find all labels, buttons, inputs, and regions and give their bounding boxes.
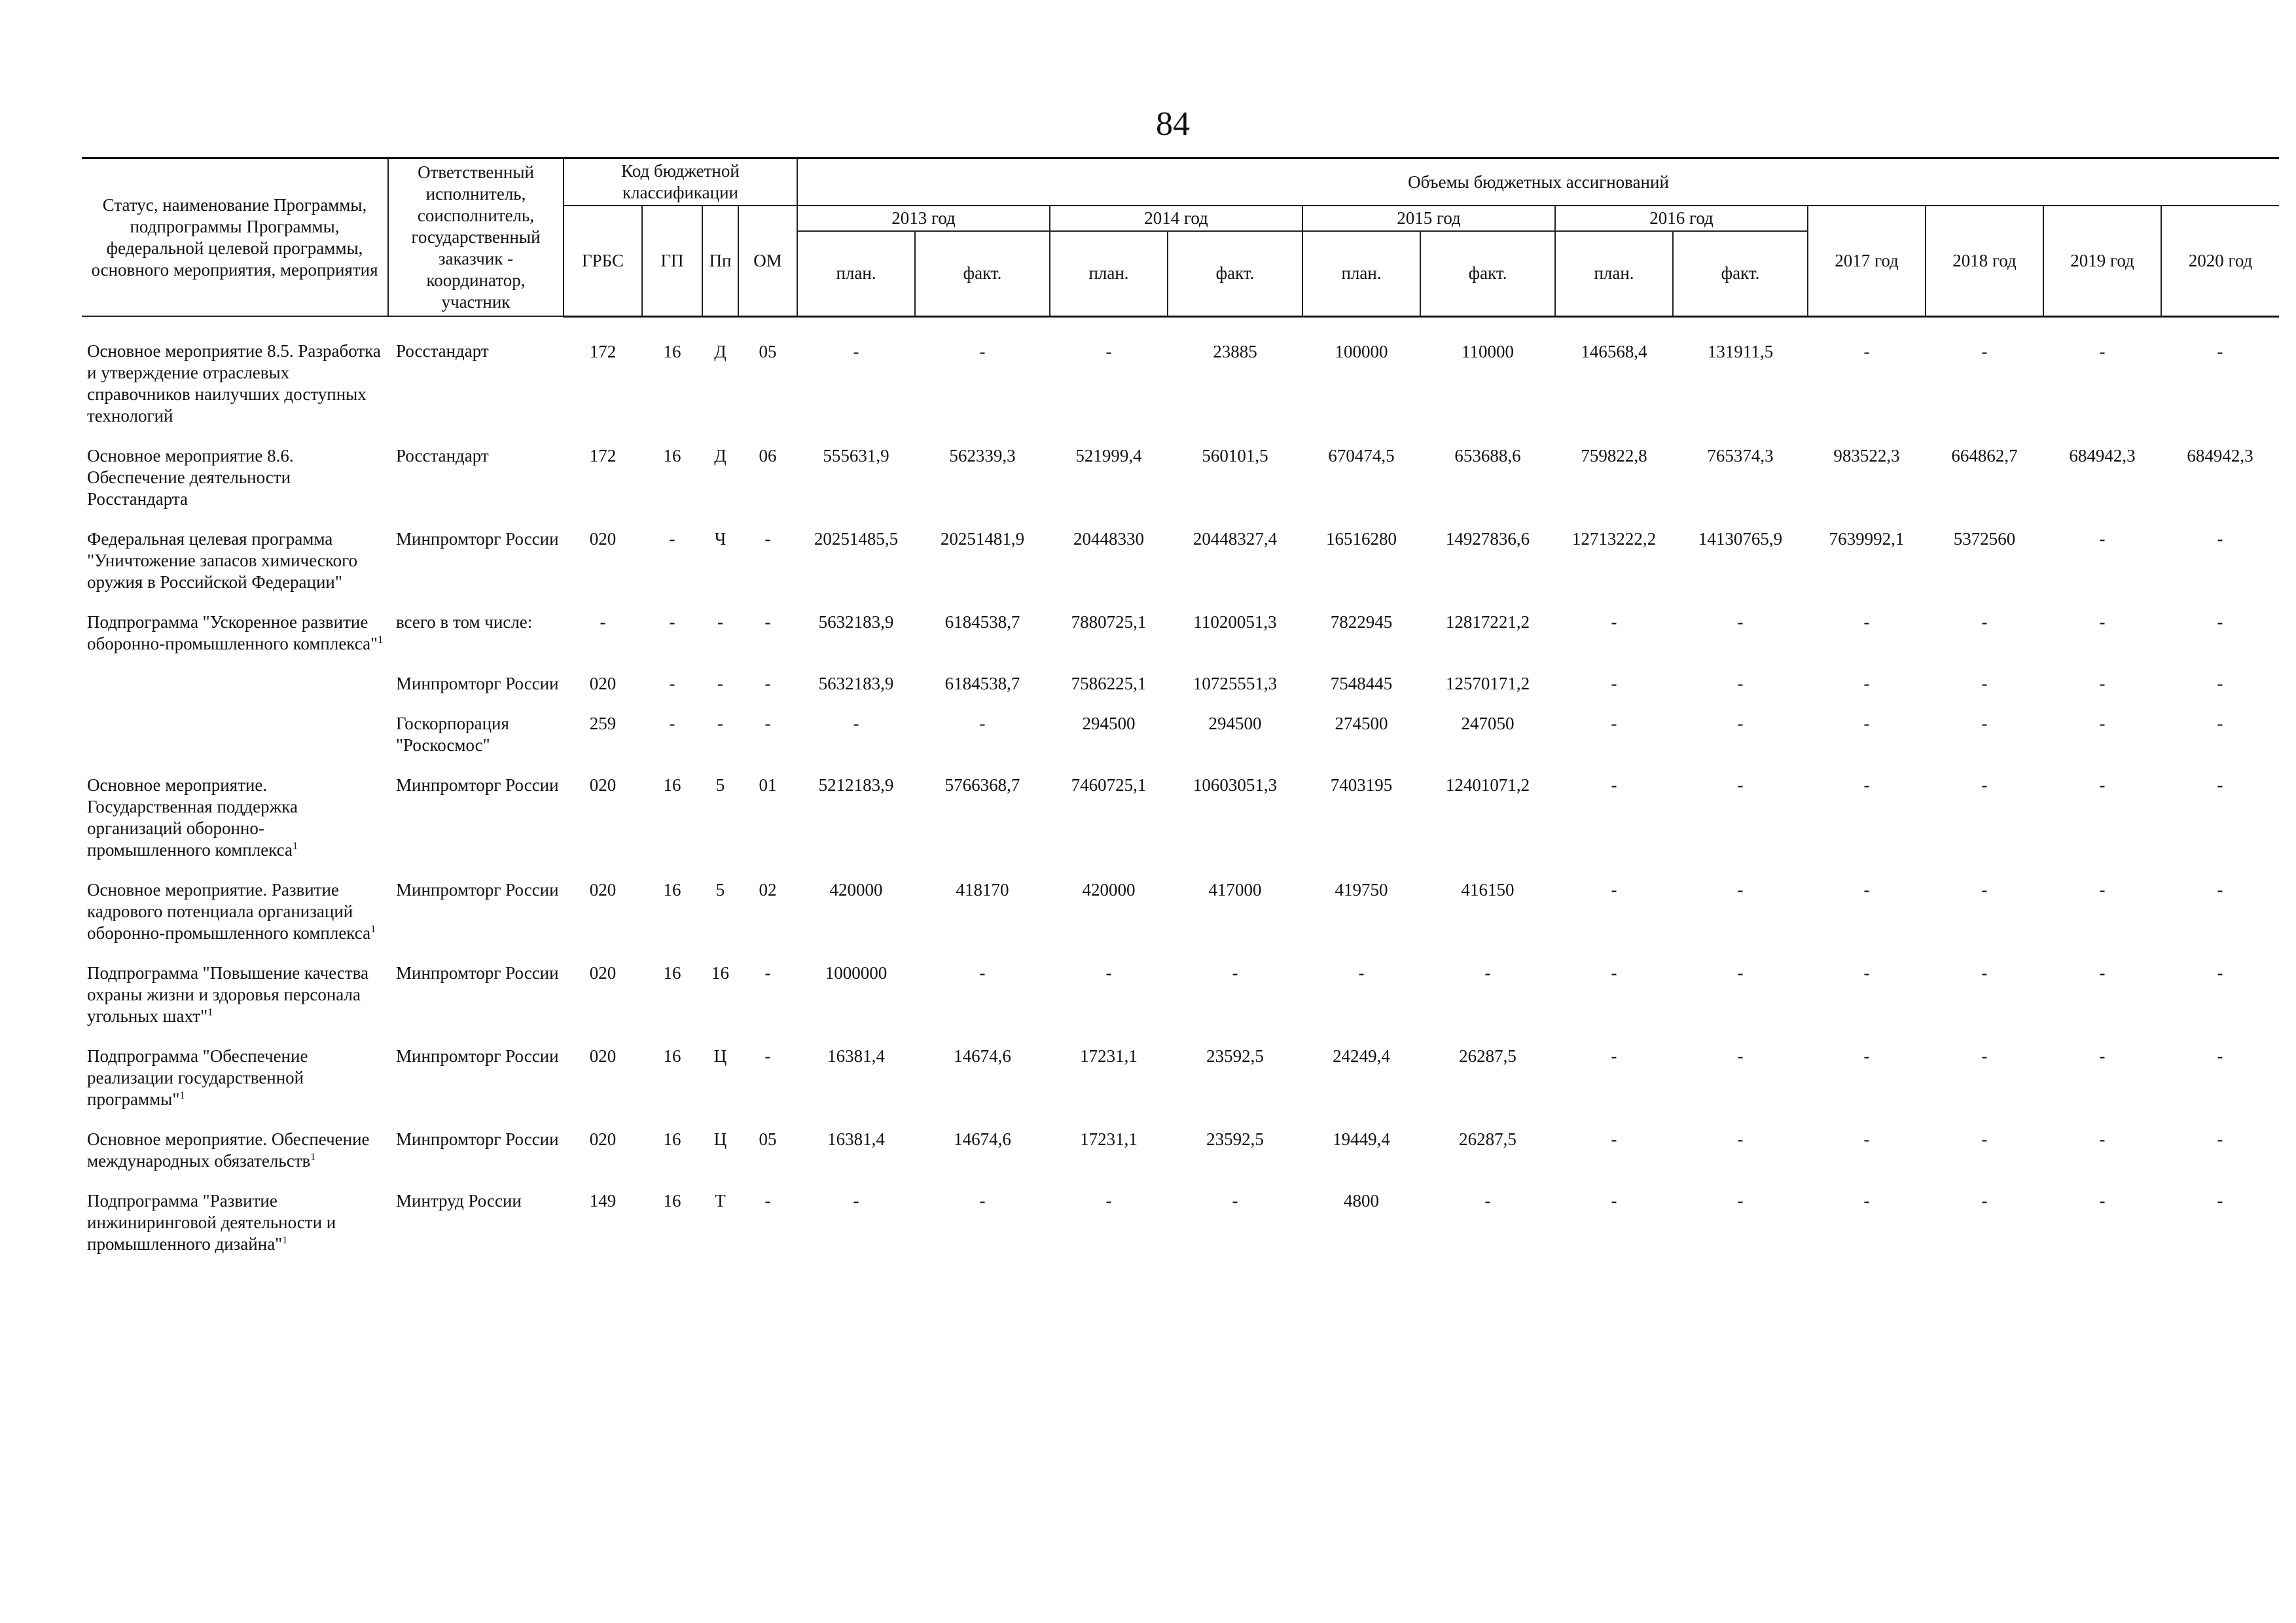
row-value: 100000 [1335,341,1388,361]
row-value: - [1611,963,1617,983]
row-value: - [853,341,859,361]
row-name: Основное мероприятие 8.5. Разработка и утверждение отраслевых справочников наилучших доступных технологий [87,341,381,426]
footnote-mark: 1 [370,924,376,935]
row-value: - [1981,775,1988,795]
header-name: Статус, наименование Программы, подпрограммы Программы, федеральной целевой программы, основного мероприятия, мероприятия [82,158,388,317]
row-responsible: Госкорпорация "Роскосмос" [396,714,509,755]
table-row [82,611,2279,673]
row-value: - [1863,612,1870,632]
row-value: - [1105,963,1112,983]
header-fact-2015: факт. [1420,231,1555,316]
row-value: - [1863,341,1870,361]
row-value: - [2217,674,2223,693]
row-code-grbs: 020 [589,674,617,693]
row-value: - [1981,714,1988,733]
row-value: 20251485,5 [814,529,899,549]
row-name [82,713,388,775]
table-row [82,445,2279,528]
row-code-pp: - [717,714,723,733]
row-value: - [1737,1191,1744,1211]
row-responsible: Минпромторг России [396,775,559,795]
header-pp: Пп [702,206,738,316]
row-code-gp: 16 [663,446,681,465]
row-value: 4800 [1344,1191,1379,1211]
row-code-grbs: 172 [589,341,617,361]
row-value: 17231,1 [1080,1129,1138,1149]
row-code-om: - [764,529,771,549]
row-value: 12401071,2 [1445,775,1530,795]
row-code-om: 01 [759,775,777,795]
row-value: 16516280 [1326,529,1397,549]
table-row [82,1129,2279,1190]
footnote-mark: 1 [207,1007,213,1018]
header-year-2017: 2017 год [1808,206,1926,316]
row-value: - [1737,880,1744,900]
footnote-mark: 1 [282,1235,288,1246]
table-row [82,713,2279,775]
row-value: 146568,4 [1581,341,1647,361]
row-value: - [979,963,986,983]
row-value: 5632183,9 [818,674,894,693]
row-value: 12570171,2 [1445,674,1530,693]
row-name: Федеральная целевая программа "Уничтожение запасов химического оружия в Российской Федерации" [87,529,357,592]
row-value: 420000 [829,880,883,900]
footnote-mark: 1 [310,1152,316,1163]
row-value: 19449,4 [1333,1129,1390,1149]
row-value: - [2217,1191,2223,1211]
row-value: 6184538,7 [944,674,1020,693]
row-responsible: Минпромторг России [396,674,559,693]
row-code-grbs: 020 [589,880,617,900]
row-code-om: 06 [759,446,777,465]
row-name: Основное мероприятие. Обеспечение международных обязательств$^1$ [87,1129,370,1171]
row-value: 26287,5 [1459,1129,1516,1149]
row-value: - [1737,963,1744,983]
row-value: - [1863,714,1870,733]
header-year-2018: 2018 год [1926,206,2043,316]
row-code-om: - [764,612,771,632]
header-year-2015: 2015 год [1302,206,1555,231]
row-responsible: Минпромторг России [396,1129,559,1149]
row-value: 7822945 [1330,612,1393,632]
table-row [82,1190,2279,1273]
row-code-pp: - [717,674,723,693]
row-value: 131911,5 [1707,341,1774,361]
row-value: 20251481,9 [940,529,1025,549]
row-value: - [1358,963,1365,983]
row-code-grbs: 020 [589,775,617,795]
row-value: - [1863,1046,1870,1066]
row-responsible: Минпромторг России [396,963,559,983]
row-value: 16381,4 [827,1046,885,1066]
row-value: 17231,1 [1080,1046,1138,1066]
row-value: - [1611,674,1617,693]
row-value: 294500 [1208,714,1262,733]
row-code-gp: 16 [663,1191,681,1211]
row-code-grbs: - [600,612,606,632]
row-name: Подпрограмма "Ускоренное развитие оборонно-промышленного комплекса"$^1$ [87,612,384,653]
row-value: - [1105,341,1112,361]
row-value: - [1863,1191,1870,1211]
row-value: - [1981,674,1988,693]
row-name [82,673,388,713]
table-row [82,316,2279,445]
row-value: 20448327,4 [1193,529,1278,549]
header-plan-2016: план. [1555,231,1673,316]
row-value: - [2099,714,2106,733]
row-value: 420000 [1082,880,1136,900]
row-code-pp: Д [714,341,726,361]
row-code-grbs: 020 [589,529,617,549]
row-code-grbs: 172 [589,446,617,465]
header-grbs: ГРБС [564,206,642,316]
row-code-gp: 16 [663,775,681,795]
row-value: 684942,3 [2069,446,2136,465]
row-name: Подпрограмма "Повышение качества охраны жизни и здоровья персонала угольных шахт"$^1$ [87,963,369,1026]
row-name: Основное мероприятие. Государственная поддержка организаций оборонно-промышленного комплекса$^1$ [87,775,298,860]
row-code-pp: Т [715,1191,726,1211]
row-value: 14674,6 [954,1129,1011,1149]
row-value: - [2099,612,2106,632]
row-value: 759822,8 [1581,446,1647,465]
row-value: 7639992,1 [1829,529,1905,549]
row-value: 5632183,9 [818,612,894,632]
header-year-2016: 2016 год [1555,206,1808,231]
row-value: - [979,341,986,361]
row-value: 23592,5 [1206,1046,1264,1066]
row-value: - [1863,880,1870,900]
row-value: 664862,7 [1951,446,2018,465]
row-name: Подпрограмма "Обеспечение реализации государственной программы"$^1$ [87,1046,308,1109]
table-row [82,673,2279,713]
row-code-grbs: 020 [589,963,617,983]
row-code-om: - [764,1046,771,1066]
table-body [82,316,2279,1273]
row-value: - [1981,963,1988,983]
row-code-gp: - [669,674,675,693]
row-value: 14674,6 [954,1046,1011,1066]
row-value: - [853,714,859,733]
row-value: 684942,3 [2187,446,2253,465]
row-value: - [2099,674,2106,693]
row-code-pp: Ц [713,1046,727,1066]
row-responsible: Росстандарт [396,446,489,465]
budget-table [82,157,2279,1273]
row-value: 6184538,7 [944,612,1020,632]
row-code-om: 02 [759,880,777,900]
row-value: - [1863,1129,1870,1149]
row-value: - [2217,714,2223,733]
row-value: - [1737,775,1744,795]
row-value: - [2099,341,2106,361]
header-year-2019: 2019 год [2043,206,2161,316]
row-responsible: Росстандарт [396,341,489,361]
row-value: 765374,3 [1707,446,1774,465]
header-plan-2015: план. [1302,231,1420,316]
row-value: 7460725,1 [1071,775,1147,795]
row-value: 7880725,1 [1071,612,1147,632]
header-fact-2016: факт. [1673,231,1808,316]
row-value: 416150 [1461,880,1515,900]
row-code-gp: 16 [663,1129,681,1149]
row-code-grbs: 020 [589,1046,617,1066]
table-row [82,1046,2279,1129]
row-value: 16381,4 [827,1129,885,1149]
row-code-om: - [764,674,771,693]
table-row [82,879,2279,962]
row-value: 417000 [1208,880,1262,900]
header-fact-2013: факт. [915,231,1050,316]
row-value: - [1611,880,1617,900]
row-responsible: Минпромторг России [396,1046,559,1066]
row-value: 555631,9 [823,446,889,465]
table-row [82,528,2279,611]
header-year-2020: 2020 год [2161,206,2279,316]
row-value: 14927836,6 [1445,529,1530,549]
row-value: - [1611,1129,1617,1149]
row-value: - [1863,775,1870,795]
header-responsible: Ответственный исполнитель, соисполнитель, государственный заказчик - координатор, участник [388,158,564,317]
row-responsible: Минпромторг России [396,880,559,900]
row-responsible: всего в том числе: [396,612,533,632]
page-number: 84 [1156,105,1190,143]
row-code-pp: 5 [715,775,725,795]
row-value: 5766368,7 [944,775,1020,795]
row-value: - [1981,612,1988,632]
row-name: Подпрограмма "Развитие инжиниринговой деятельности и промышленного дизайна"$^1$ [87,1191,336,1254]
row-code-gp: 16 [663,963,681,983]
row-value: 7403195 [1330,775,1393,795]
row-code-grbs: 259 [589,714,617,733]
row-value: - [2099,963,2106,983]
row-value: 521999,4 [1075,446,1142,465]
row-value: - [2099,775,2106,795]
row-value: 294500 [1082,714,1136,733]
row-value: - [2099,1129,2106,1149]
row-value: 7586225,1 [1071,674,1147,693]
row-code-grbs: 149 [589,1191,617,1211]
row-code-gp: 16 [663,880,681,900]
row-code-pp: 16 [711,963,729,983]
row-value: 983522,3 [1833,446,1900,465]
row-value: - [1737,1129,1744,1149]
row-value: 20448330 [1073,529,1144,549]
row-value: - [2217,529,2223,549]
row-value: - [1484,963,1491,983]
footnote-mark: 1 [292,841,298,852]
row-value: 23885 [1213,341,1257,361]
row-value: - [1611,775,1617,795]
row-responsible: Минтруд России [396,1191,522,1211]
row-value: 10603051,3 [1193,775,1278,795]
row-value: 14130765,9 [1698,529,1783,549]
row-value: 12817221,2 [1445,612,1530,632]
table-row [82,962,2279,1046]
row-value: 12713222,2 [1571,529,1657,549]
header-year-2014: 2014 год [1050,206,1302,231]
row-value: 562339,3 [949,446,1016,465]
row-value: 418170 [956,880,1009,900]
row-value: - [2217,775,2223,795]
row-value: - [1981,1191,1988,1211]
row-code-pp: Ч [714,529,726,549]
row-code-grbs: 020 [589,1129,617,1149]
row-value: - [1737,612,1744,632]
row-responsible: Минпромторг России [396,529,559,549]
row-value: - [1981,880,1988,900]
header-plan-2014: план. [1050,231,1168,316]
row-value: - [979,714,986,733]
row-value: - [1232,1191,1238,1211]
row-value: - [2099,1046,2106,1066]
row-value: 274500 [1335,714,1388,733]
row-value: 670474,5 [1328,446,1395,465]
row-value: 1000000 [825,963,888,983]
row-value: 23592,5 [1206,1129,1264,1149]
row-value: - [1611,1046,1617,1066]
footnote-mark: 1 [179,1090,185,1101]
row-value: 5212183,9 [818,775,894,795]
row-code-gp: - [669,612,675,632]
row-value: 24249,4 [1333,1046,1390,1066]
row-code-pp: - [717,612,723,632]
row-value: - [1737,1046,1744,1066]
row-value: - [2217,612,2223,632]
row-value: 110000 [1462,341,1514,361]
row-value: 653688,6 [1454,446,1521,465]
row-value: 247050 [1461,714,1515,733]
header-year-2013: 2013 год [797,206,1050,231]
row-value: - [853,1191,859,1211]
header-fact-2014: факт. [1168,231,1302,316]
header-gp: ГП [642,206,702,316]
row-code-pp: 5 [715,880,725,900]
table-row [82,775,2279,879]
row-value: - [2217,1046,2223,1066]
row-code-gp: 16 [663,341,681,361]
row-value: 419750 [1335,880,1388,900]
header-om: ОМ [738,206,797,316]
row-code-om: - [764,714,771,733]
row-code-gp: - [669,529,675,549]
row-code-gp: - [669,714,675,733]
header-plan-2013: план. [797,231,915,316]
row-code-gp: 16 [663,1046,681,1066]
row-value: - [2217,341,2223,361]
row-value: - [2099,529,2106,549]
row-value: - [1105,1191,1112,1211]
row-value: 7548445 [1330,674,1393,693]
row-name: Основное мероприятие. Развитие кадрового потенциала организаций оборонно-промышленного комплекса$^1$ [87,880,376,943]
header-volumes: Объемы бюджетных ассигнований [797,158,2279,206]
row-value: 26287,5 [1459,1046,1516,1066]
row-value: - [1611,1191,1617,1211]
row-value: 11020051,3 [1193,612,1277,632]
row-code-pp: Д [714,446,726,465]
row-value: - [1484,1191,1491,1211]
row-value: - [2217,880,2223,900]
row-code-om: 05 [759,341,777,361]
row-value: - [1981,1046,1988,1066]
row-code-om: 05 [759,1129,777,1149]
row-value: - [979,1191,986,1211]
row-value: 5372560 [1953,529,2016,549]
header-budget-code: Код бюджетной классификации [564,158,797,206]
row-code-om: - [764,1191,771,1211]
row-value: - [1611,612,1617,632]
row-value: - [1232,963,1238,983]
row-value: - [1611,714,1617,733]
row-value: - [1981,341,1988,361]
row-value: - [1737,674,1744,693]
row-value: - [1737,714,1744,733]
row-code-om: - [764,963,771,983]
row-value: - [2099,880,2106,900]
row-value: - [1863,674,1870,693]
row-value: - [2217,963,2223,983]
row-value: 560101,5 [1202,446,1268,465]
row-value: - [1981,1129,1988,1149]
footnote-mark: 1 [378,634,384,646]
row-value: 10725551,3 [1193,674,1278,693]
row-name: Основное мероприятие 8.6. Обеспечение деятельности Росстандарта [87,446,294,509]
row-value: - [2217,1129,2223,1149]
row-value: - [2099,1191,2106,1211]
row-value: - [1863,963,1870,983]
row-code-pp: Ц [713,1129,727,1149]
